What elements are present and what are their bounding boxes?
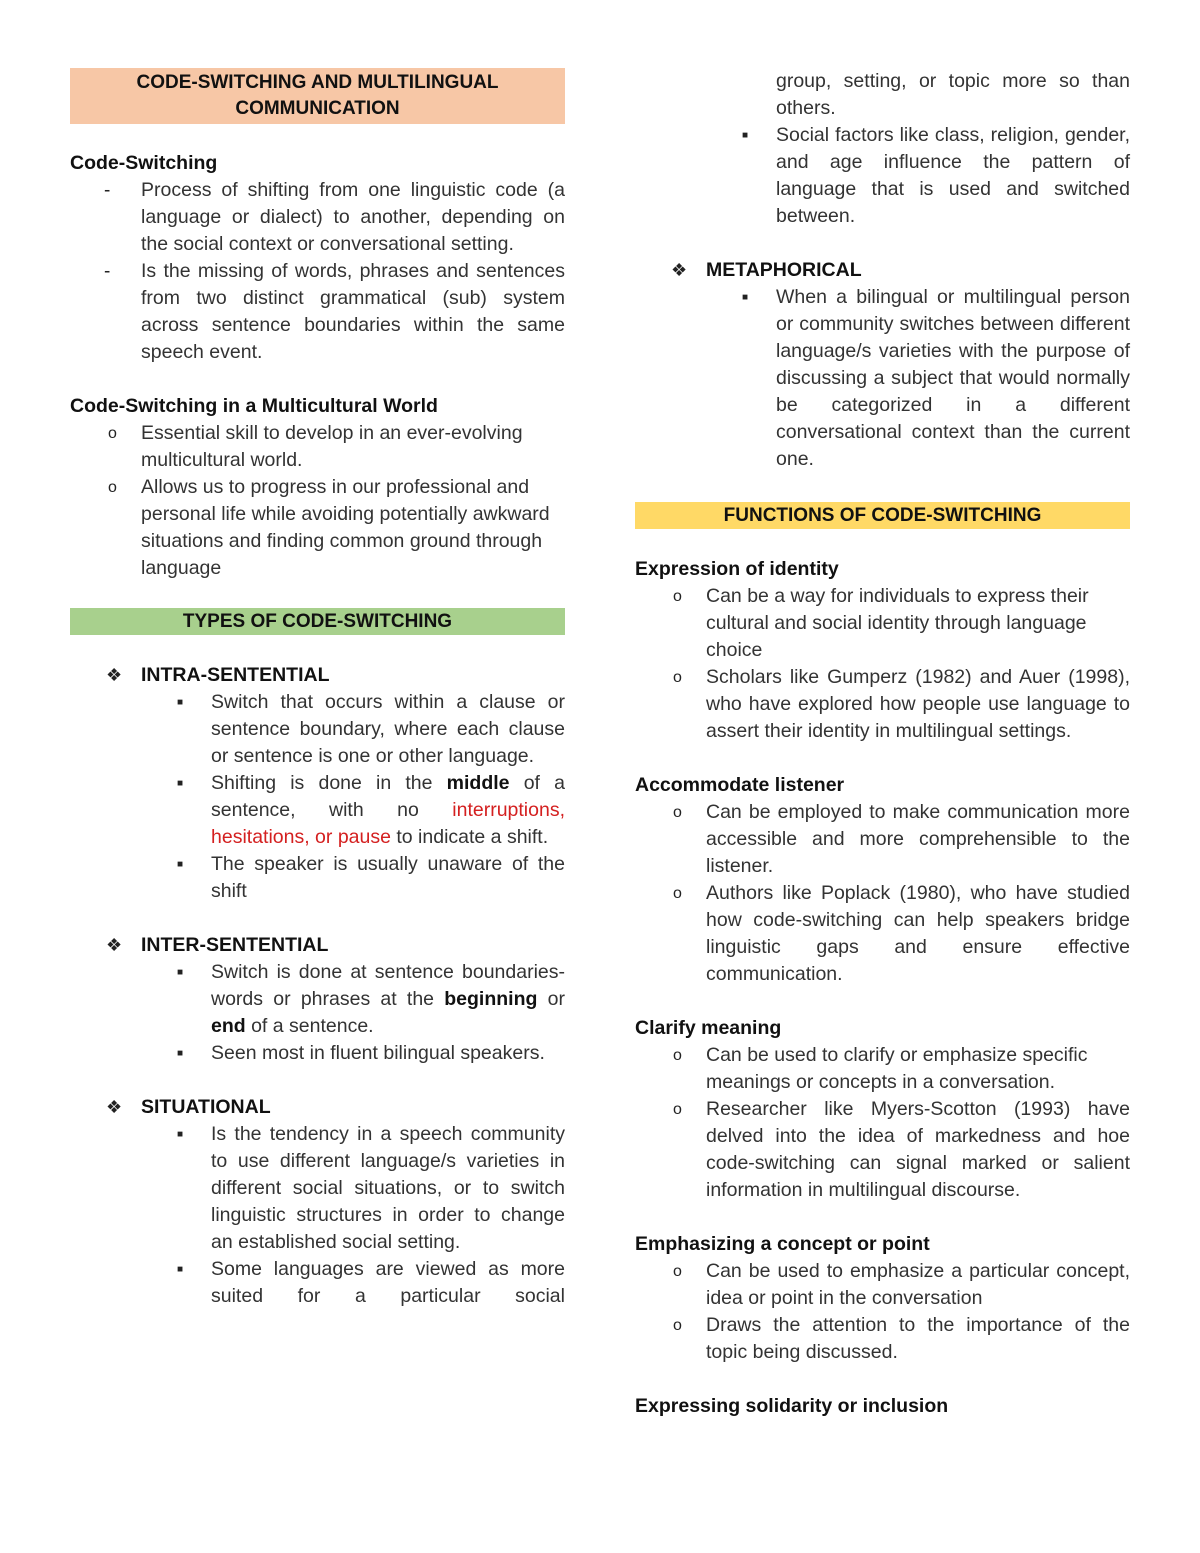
emphasis-beginning: beginning: [444, 988, 538, 1010]
list-item-text: When a bilingual or multilingual person or community switches between different language/s varieties with the purpose of discussing a subject that would normally be categorized in a different conversational context than the current one.: [776, 286, 1130, 470]
circle-bullet: o: [673, 885, 682, 902]
inter-sentential-label: INTER-SENTENTIAL: [141, 934, 329, 956]
list-item: [635, 1096, 1130, 1204]
list-item-text: group, setting, or topic more so than others.: [776, 70, 1130, 119]
accommodate-heading: Accommodate listener: [635, 774, 845, 796]
list-item: [70, 770, 565, 851]
list-item: [70, 258, 565, 366]
diamond-bullet-icon: ❖: [671, 260, 688, 280]
list-item-text: Can be employed to make communication more accessible and more comprehensible to the listener.: [706, 801, 1130, 877]
circle-bullet: o: [108, 425, 117, 442]
text-run: Switch is done at sentence boundaries-words or phrases at the: [211, 961, 565, 1010]
list-item: [635, 1312, 1130, 1366]
intra-sentential-label: INTRA-SENTENTIAL: [141, 664, 330, 686]
list-item: [635, 1258, 1130, 1312]
list-item-text: Can be used to clarify or emphasize specific meanings or concepts in a conversation.: [706, 1044, 1088, 1093]
list-item-text: Essential skill to develop in an ever-evolving multicultural world.: [141, 422, 523, 471]
list-item: [635, 284, 1130, 473]
identity-heading: Expression of identity: [635, 558, 839, 580]
square-bullet-icon: ■: [177, 778, 184, 789]
text-run: to indicate a shift.: [390, 826, 549, 848]
list-item: [635, 1042, 1130, 1096]
list-item-text: [211, 959, 565, 1040]
list-item-continued: [635, 68, 1130, 122]
emphasis-middle: middle: [446, 772, 510, 794]
diamond-bullet-icon: ❖: [106, 665, 123, 685]
list-item: [635, 583, 1130, 664]
list-item: [70, 1121, 565, 1256]
dash-bullet: -: [104, 261, 111, 282]
list-item: [70, 420, 565, 474]
circle-bullet: o: [673, 1047, 682, 1064]
text-run: Shifting is done in the: [211, 772, 447, 794]
left-column: [70, 68, 565, 1310]
clarify-heading: Clarify meaning: [635, 1017, 782, 1039]
list-item: [70, 959, 565, 1040]
circle-bullet: o: [673, 804, 682, 821]
document-title-banner: [70, 68, 565, 124]
circle-bullet: o: [673, 1101, 682, 1118]
list-item: [70, 851, 565, 905]
list-item: [635, 664, 1130, 745]
list-item: [70, 177, 565, 258]
list-item-text: Is the tendency in a speech community to use different language/s varieties in different social situations, or to switch linguistic structures in order to change an established social setting.: [211, 1123, 565, 1253]
circle-bullet: o: [673, 1317, 682, 1334]
list-item-text: Seen most in fluent bilingual speakers.: [211, 1042, 545, 1064]
square-bullet-icon: ■: [742, 130, 749, 141]
solidarity-heading: Expressing solidarity or inclusion: [635, 1395, 949, 1417]
square-bullet-icon: ■: [177, 1129, 184, 1140]
multicultural-heading: Code-Switching in a Multicultural World: [70, 395, 438, 417]
situational-heading: [106, 1094, 565, 1121]
square-bullet-icon: ■: [177, 697, 184, 708]
list-item-text: Social factors like class, religion, gender, and age influence the pattern of language that is used and switched between.: [776, 124, 1130, 227]
circle-bullet: o: [673, 1263, 682, 1280]
text-run: or: [537, 988, 565, 1010]
square-bullet-icon: ■: [177, 1048, 184, 1059]
emphasis-end: end: [211, 1015, 246, 1037]
list-item: [70, 1256, 565, 1310]
list-item-text: Researcher like Myers-Scotton (1993) have delved into the idea of markedness and hoe code-switching can signal marked or salient information in multilingual discourse.: [706, 1098, 1130, 1201]
situational-label: SITUATIONAL: [141, 1096, 271, 1118]
circle-bullet: o: [108, 479, 117, 496]
text-run: of a sentence.: [245, 1015, 374, 1037]
diamond-bullet-icon: ❖: [106, 1097, 123, 1117]
list-item-text: The speaker is usually unaware of the shift: [211, 853, 565, 902]
code-switching-heading: Code-Switching: [70, 152, 218, 174]
list-item: [635, 122, 1130, 230]
list-item-text: Some languages are viewed as more suited for a particular social: [211, 1258, 565, 1307]
square-bullet-icon: ■: [177, 859, 184, 870]
functions-banner: FUNCTIONS OF CODE-SWITCHING: [635, 502, 1130, 529]
inter-sentential-heading: [106, 932, 565, 959]
document-title-line2: COMMUNICATION: [235, 98, 400, 119]
metaphorical-heading: [671, 257, 1130, 284]
list-item-text: Authors like Poplack (1980), who have studied how code-switching can help speakers bridge linguistic gaps and ensure effective communication.: [706, 882, 1130, 985]
emphasize-heading: Emphasizing a concept or point: [635, 1233, 930, 1255]
text-run: of a sentence, with no: [211, 772, 565, 821]
list-item-text: Is the missing of words, phrases and sentences from two distinct grammatical (sub) system across sentence boundaries within the same speech event.: [141, 260, 565, 363]
list-item-text: Can be a way for individuals to express their cultural and social identity through language choice: [706, 585, 1089, 661]
square-bullet-icon: ■: [177, 967, 184, 978]
list-item-text: [211, 770, 565, 851]
list-item-text: Process of shifting from one linguistic code (a language or dialect) to another, depending on the social context or conversational setting.: [141, 179, 565, 255]
list-item: [635, 880, 1130, 988]
list-item-text: Can be used to emphasize a particular concept, idea or point in the conversation: [706, 1260, 1130, 1309]
diamond-bullet-icon: ❖: [106, 935, 123, 955]
metaphorical-label: METAPHORICAL: [706, 259, 862, 281]
square-bullet-icon: ■: [177, 1264, 184, 1275]
list-item-text: Switch that occurs within a clause or sentence boundary, where each clause or sentence is one or other language.: [211, 691, 565, 767]
list-item: [70, 474, 565, 582]
circle-bullet: o: [673, 588, 682, 605]
list-item-text: Scholars like Gumperz (1982) and Auer (1998), who have explored how people use language to assert their identity in multilingual settings.: [706, 666, 1130, 742]
list-item: [70, 1040, 565, 1067]
types-banner: TYPES OF CODE-SWITCHING: [70, 608, 565, 635]
right-column: [635, 68, 1130, 1420]
list-item: [70, 689, 565, 770]
document-title-line1: CODE-SWITCHING AND MULTILINGUAL: [136, 72, 499, 93]
list-item-text: Allows us to progress in our professional and personal life while avoiding potentially awkward situations and finding common ground through language: [141, 476, 550, 579]
dash-bullet: -: [104, 180, 111, 201]
intra-sentential-heading: [106, 662, 565, 689]
list-item: [635, 799, 1130, 880]
list-item-text: Draws the attention to the importance of the topic being discussed.: [706, 1314, 1130, 1363]
square-bullet-icon: ■: [742, 292, 749, 303]
highlight-red-text: interruptions, hesitations, or pause: [211, 799, 565, 848]
circle-bullet: o: [673, 669, 682, 686]
